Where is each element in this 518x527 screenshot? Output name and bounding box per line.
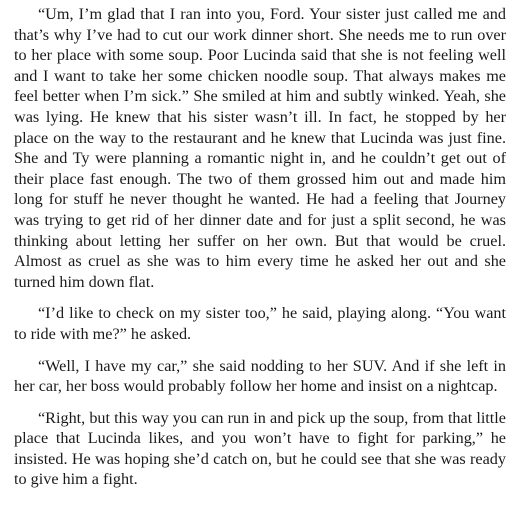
paragraph-3: “Well, I have my car,” she said nodding to her SUV. And if she left in her car, her boss would probably follow her home and insist on a nightcap. [14, 356, 506, 396]
paragraph-2: “I’d like to check on my sister too,” he said, playing along. “You want to ride with me?” he asked. [14, 304, 506, 343]
paragraph-1: “Um, I’m glad that I ran into you, Ford. Your sister just called me and that’s why I’ve had to cut our work dinner short. She needs me to run over to her place with some soup. Poor Lucinda said that she is not feeling well and I want to take her some chicken noodle soup. That always makes me feel better when I’m sick.” She smiled at him and subtly winked. Yeah, she was lying. He knew that his sister wasn’t ill. In fact, he stopped by her place on the way to the restaurant and he knew that Lucinda was just fine. She and Ty were planning a romantic night in, and he couldn’t get out of their place fast enough. The two of them grossed him out and made him long for stuff he never thought he wanted. He had a feeling that Journey was trying to get rid of her dinner date and for just a split second, he was thinking about letting her suffer on her own. But that would be cruel. Almost as cruel as she was to him every time he asked her out and she turned him down flat. [14, 5, 506, 291]
paragraph-4: “Right, but this way you can run in and pick up the soup, from that little place that Lucinda likes, and you won’t have to fight for parking,” he insisted. He was hoping she’d catch on, but he could see that she was ready to give him a fight. [14, 408, 506, 489]
